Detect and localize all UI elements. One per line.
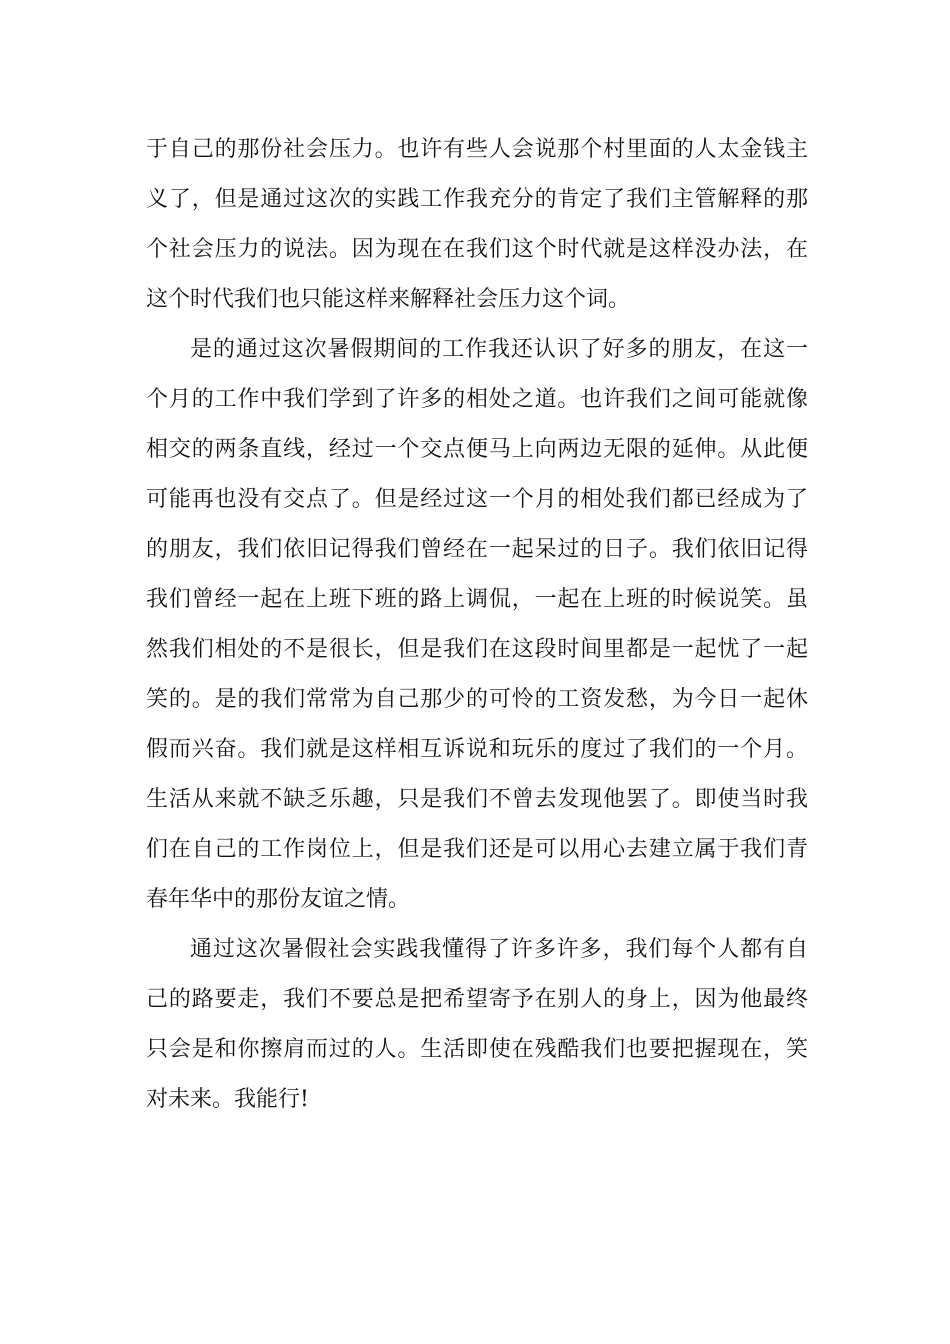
text-line: 可能再也没有交点了。但是经过这一个月的相处我们都已经成为了 [146, 487, 808, 512]
text-line: 相交的两条直线，经过一个交点便马上向两边无限的延伸。从此便 [146, 437, 808, 462]
text-line: 只会是和你擦肩而过的人。生活即使在残酷我们也要把握现在，笑 [146, 1037, 808, 1062]
text-line: 个社会压力的说法。因为现在在我们这个时代就是这样没办法，在 [146, 237, 808, 262]
text-line: 的朋友，我们依旧记得我们曾经在一起呆过的日子。我们依旧记得 [146, 537, 808, 562]
text-line: 于自己的那份社会压力。也许有些人会说那个村里面的人太金钱主 [146, 137, 808, 162]
text-line: 己的路要走，我们不要总是把希望寄予在别人的身上，因为他最终 [146, 987, 808, 1012]
text-line: 这个时代我们也只能这样来解释社会压力这个词。 [146, 287, 631, 312]
text-line: 春年华中的那份友谊之情。 [146, 887, 411, 912]
text-line: 生活从来就不缺乏乐趣，只是我们不曾去发现他罢了。即使当时我 [146, 787, 808, 812]
text-line: 义了，但是通过这次的实践工作我充分的肯定了我们主管解释的那 [146, 187, 808, 212]
text-line: 然我们相处的不是很长，但是我们在这段时间里都是一起忧了一起 [146, 637, 808, 662]
paragraph-3 [146, 925, 808, 1125]
text-line: 们在自己的工作岗位上，但是我们还是可以用心去建立属于我们青 [146, 837, 808, 862]
text-line: 通过这次暑假社会实践我懂得了许多许多，我们每个人都有自 [190, 937, 808, 962]
text-line: 我们曾经一起在上班下班的路上调侃，一起在上班的时候说笑。虽 [146, 587, 808, 612]
text-line: 对未来。我能行! [146, 1087, 309, 1112]
document-body [146, 125, 808, 1125]
paragraph-2 [146, 325, 808, 925]
text-line: 假而兴奋。我们就是这样相互诉说和玩乐的度过了我们的一个月。 [146, 737, 808, 762]
text-line: 是的通过这次暑假期间的工作我还认识了好多的朋友，在这一 [190, 337, 808, 362]
paragraph-1 [146, 125, 808, 325]
text-line: 笑的。是的我们常常为自己那少的可怜的工资发愁，为今日一起休 [146, 687, 808, 712]
text-line: 个月的工作中我们学到了许多的相处之道。也许我们之间可能就像 [146, 387, 808, 412]
